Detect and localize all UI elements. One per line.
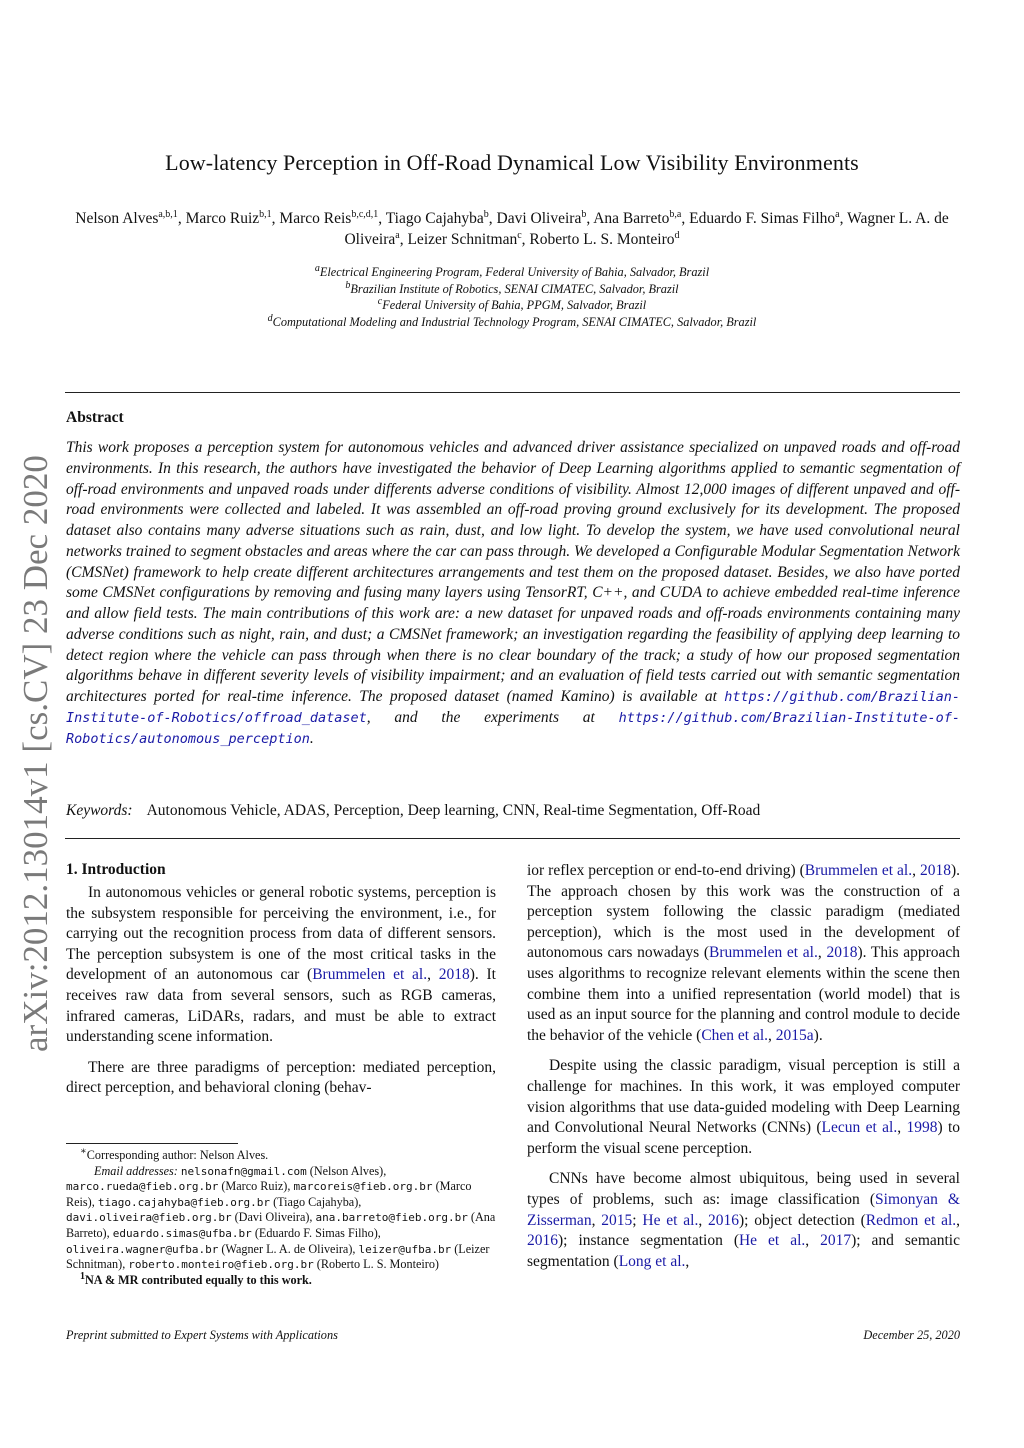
citation-link[interactable]: Chen et al.	[701, 1026, 769, 1044]
citation-link[interactable]: Brummelen et al.	[804, 862, 913, 879]
email-list: Email addresses: nelsonafn@gmail.com (Nelson Alves), marco.rueda@fieb.org.br (Marco Ruiz), marcoreis@fieb.org.br (Marco Reis), tiago.cajahyba@fieb.org.br (Tiago Cajahyba), davi.oliveira@fieb.org.br (Davi Oliveira), ana.barreto@fieb.org.br (Ana Barreto), eduardo.simas@ufba.br (Eduardo F. Simas Filho), oliveira.wagner@ufba.br (Wagner L. A. de Oliveira), leizer@ufba.br (Leizer Schnitman), roberto.monteiro@fieb.org.br (Roberto L. S. Monteiro)	[66, 1163, 496, 1272]
intro-paragraph-2: There are three paradigms of perception: mediated perception, direct perception, and behavioral cloning (behav-	[66, 1058, 496, 1097]
affiliation-line: $^d$Computational Modeling and Industrial Technology Program, SENAI CIMATEC, Salvador, Brazil	[267, 312, 757, 329]
equal-contribution-note: $^1$NA & MR contributed equally to this work.	[80, 1270, 312, 1287]
citation-link[interactable]: 2018	[826, 944, 858, 962]
affiliation-line: $^c$Federal University of Bahia, PPGM, Salvador, Brazil	[377, 296, 647, 313]
citation-link[interactable]: 2015	[601, 1211, 633, 1229]
author-name: Ana Barreto	[593, 210, 670, 227]
arxiv-side-label: arXiv:2012.13014v1 [cs.CV] 23 Dec 2020	[16, 455, 55, 1052]
paper-title: Low-latency Perception in Off-Road Dynamical Low Visibility Environments	[165, 150, 859, 175]
citation-link[interactable]: 2016	[527, 1232, 558, 1250]
footer-journal: Preprint submitted to Expert Systems with Applications	[66, 1328, 338, 1342]
dataset-link[interactable]: https://github.com/Brazilian-Institute-of-Robotics/offroad_dataset	[66, 689, 960, 726]
corresponding-author-note: ∗Corresponding author: Nelson Alves.	[80, 1145, 269, 1162]
author-affiliation-mark: a	[835, 208, 840, 220]
author-affiliation-mark: a	[395, 229, 400, 241]
left-column	[66, 883, 496, 1099]
citation-link[interactable]: Simonyan & Zisserman	[527, 1190, 960, 1229]
email-address[interactable]: davi.oliveira@fieb.org.br	[66, 1211, 232, 1225]
intro-paragraph-3: ior reflex perception or end-to-end driving) (Brummelen et al., 2018). The approach chosen by this work was the construction of a perception system following the classic paradigm (mediated perception), which is the most used in the development of autonomous cars nowadays (Brummelen et al., 2018). This approach uses algorithms to recognize relevant elements within the scene then combine them into a unified representation (world model) that is used as an input source for the planning and control module to decide the behavior of the vehicle (Chen et al., 2015a).	[527, 862, 961, 1044]
email-address[interactable]: nelsonafn@gmail.com	[180, 1164, 307, 1178]
footer-date: December 25, 2020	[863, 1328, 960, 1342]
citation-link[interactable]: 1998	[906, 1119, 938, 1137]
experiments-link[interactable]: https://github.com/Brazilian-Institute-of-Robotics/autonomous_perception	[66, 709, 960, 747]
footnotes	[66, 1145, 496, 1288]
affiliation-list	[70, 264, 954, 330]
author-affiliation-mark: b,c,d,1	[351, 208, 379, 220]
top-divider	[65, 392, 960, 393]
email-address[interactable]: roberto.monteiro@fieb.org.br	[128, 1258, 314, 1272]
abstract-end: .	[309, 729, 314, 747]
citation-link[interactable]: 2017	[820, 1232, 852, 1250]
author-name: Tiago Cajahyba	[385, 210, 484, 227]
email-address[interactable]: marco.rueda@fieb.org.br	[66, 1180, 219, 1194]
abstract-heading: Abstract	[66, 409, 124, 426]
section-heading-introduction: 1. Introduction	[66, 861, 166, 878]
citation-link[interactable]: 2016	[708, 1211, 740, 1229]
keywords-text: Autonomous Vehicle, ADAS, Perception, Deep learning, CNN, Real-time Segmentation, Off-Road	[146, 802, 761, 819]
email-address[interactable]: eduardo.simas@ufba.br	[112, 1226, 252, 1240]
email-address[interactable]: tiago.cajahyba@fieb.org.br	[97, 1195, 271, 1209]
citation-link[interactable]: 2018	[438, 966, 470, 984]
email-address[interactable]: oliveira.wagner@ufba.br	[66, 1242, 219, 1256]
keywords	[66, 802, 760, 820]
author-affiliation-mark: b,1	[259, 208, 272, 220]
author-affiliation-mark: a,b,1	[158, 208, 178, 220]
abstract-text: This work proposes a perception system for autonomous vehicles and advanced driver assistance specialized on unpaved roads and off-road environments. In this research, the authors have investigated the behavior of Deep Learning algorithms applied to semantic segmentation of off-road environments and unpaved roads under differents adverse conditions of visibility. Almost 12,000 images of different unpaved and off-road environments were collected and labeled. It was assembled an off-road proving ground exclusively for its development. The proposed dataset also contains many adverse situations such as rain, dust, and low light. To develop the system, we have used convolutional neural networks trained to segment obstacles and areas where the car can pass through. We developed a Configurable Modular Segmentation Network (CMSNet) framework to help create different architectures arrangements and test them on the proposed dataset. Besides, we also have ported some CMSNet configurations by removing and fusing many layers using TensorRT, C++, and CUDA to achieve embedded real-time inference and allow field tests. The main contributions of this work are: a new dataset for unpaved roads and off-roads environments containing many adverse conditions such as night, rain, and dust; a CMSNet framework; an investigation regarding the feasibility of applying deep learning to detect region where the vehicle can pass through when there is no clear boundary of the track; a study of how our proposed segmentation algorithms behave in different severity levels of visibility impairment; and an evaluation of field tests carried out with semantic segmentation architectures ported for real-time inference. The proposed dataset (named Kamino) is available at	[66, 439, 961, 705]
author-name: Marco Ruiz	[185, 210, 260, 227]
citation-link[interactable]: He et al.	[642, 1211, 699, 1229]
author-name: Wagner L. A. de Oliveira	[344, 210, 949, 248]
author-name: Roberto L. S. Monteiro	[529, 231, 675, 248]
footnote-divider	[66, 1143, 238, 1144]
right-column	[527, 861, 960, 1272]
author-affiliation-mark: d	[674, 229, 680, 241]
author-name: Eduardo F. Simas Filho	[689, 210, 836, 227]
email-label: Email addresses:	[94, 1163, 181, 1178]
citation-link[interactable]: Brummelen et al.	[312, 966, 428, 984]
author-list: Nelson Alves$^{a,b,1}$, Marco Ruiz$^{b,1}$, Marco Reis$^{b,c,d,1}$, Tiago Cajahyba$^b$, Davi Oliveira$^b$, Ana Barreto$^{b,a}$, Eduardo F. Simas Filho$^a$, Wagner L. A. de Oliveira$^a$, Leizer Schnitman$^c$, Roberto L. S. Monteiro$^d$	[75, 208, 949, 248]
intro-paragraph-1: In autonomous vehicles or general robotic systems, perception is the subsystem responsible for perceiving the environment, i.e., for carrying out the recognition process from data of different sensors. The perception subsystem is one of the most critical tasks in the development of an autonomous car (Brummelen et al., 2018). It receives raw data from several sensors, such as RGB cameras, infrared cameras, LiDARs, radars, and must be able to extract understanding scene information.	[66, 884, 496, 1046]
citation-link[interactable]: 2018	[919, 862, 951, 879]
author-affiliation-mark: c	[517, 229, 522, 241]
citation-link[interactable]: Long et al.	[618, 1252, 686, 1270]
intro-paragraph-4: Despite using the classic paradigm, visual perception is still a challenge for machines. In this work, it was employed computer vision algorithms that use data-guided modeling with Deep Learning and Convolutional Neural Networks (CNNs) (Lecun et al., 1998) to perform the visual scene perception.	[527, 1057, 961, 1157]
author-affiliation-mark: b	[581, 208, 587, 220]
abstract-body	[66, 438, 960, 749]
abstract-mid: , and the experiments at	[366, 708, 595, 726]
citation-link[interactable]: Lecun et al.	[821, 1119, 898, 1137]
author-affiliation-mark: b	[483, 208, 489, 220]
author-name: Nelson Alves	[75, 210, 159, 227]
author-name: Davi Oliveira	[496, 210, 582, 227]
affiliation-line: $^a$Electrical Engineering Program, Federal University of Bahia, Salvador, Brazil	[314, 262, 710, 279]
email-address[interactable]: marcoreis@fieb.org.br	[293, 1180, 433, 1194]
email-address[interactable]: leizer@ufba.br	[358, 1242, 452, 1256]
affiliation-line: $^b$Brazilian Institute of Robotics, SENAI CIMATEC, Salvador, Brazil	[345, 279, 679, 296]
citation-link[interactable]: He et al.	[738, 1232, 806, 1250]
bottom-divider	[65, 838, 960, 839]
citation-link[interactable]: 2015a	[775, 1026, 814, 1044]
citation-link[interactable]: Brummelen et al.	[709, 944, 818, 962]
author-name: Marco Reis	[279, 210, 352, 227]
author-affiliation-mark: b,a	[669, 208, 682, 220]
keywords-label: Keywords:	[66, 802, 133, 819]
intro-paragraph-5: CNNs have become almost ubiquitous, being used in several types of problems, such as: image classification (Simonyan & Zisserman, 2015; He et al., 2016); object detection (Redmon et al., 2016); instance segmentation (He et al., 2017); and semantic segmentation (Long et al.,	[527, 1170, 961, 1270]
citation-link[interactable]: Redmon et al.	[865, 1211, 957, 1229]
author-name: Leizer Schnitman	[407, 231, 518, 248]
email-address[interactable]: ana.barreto@fieb.org.br	[315, 1211, 468, 1225]
